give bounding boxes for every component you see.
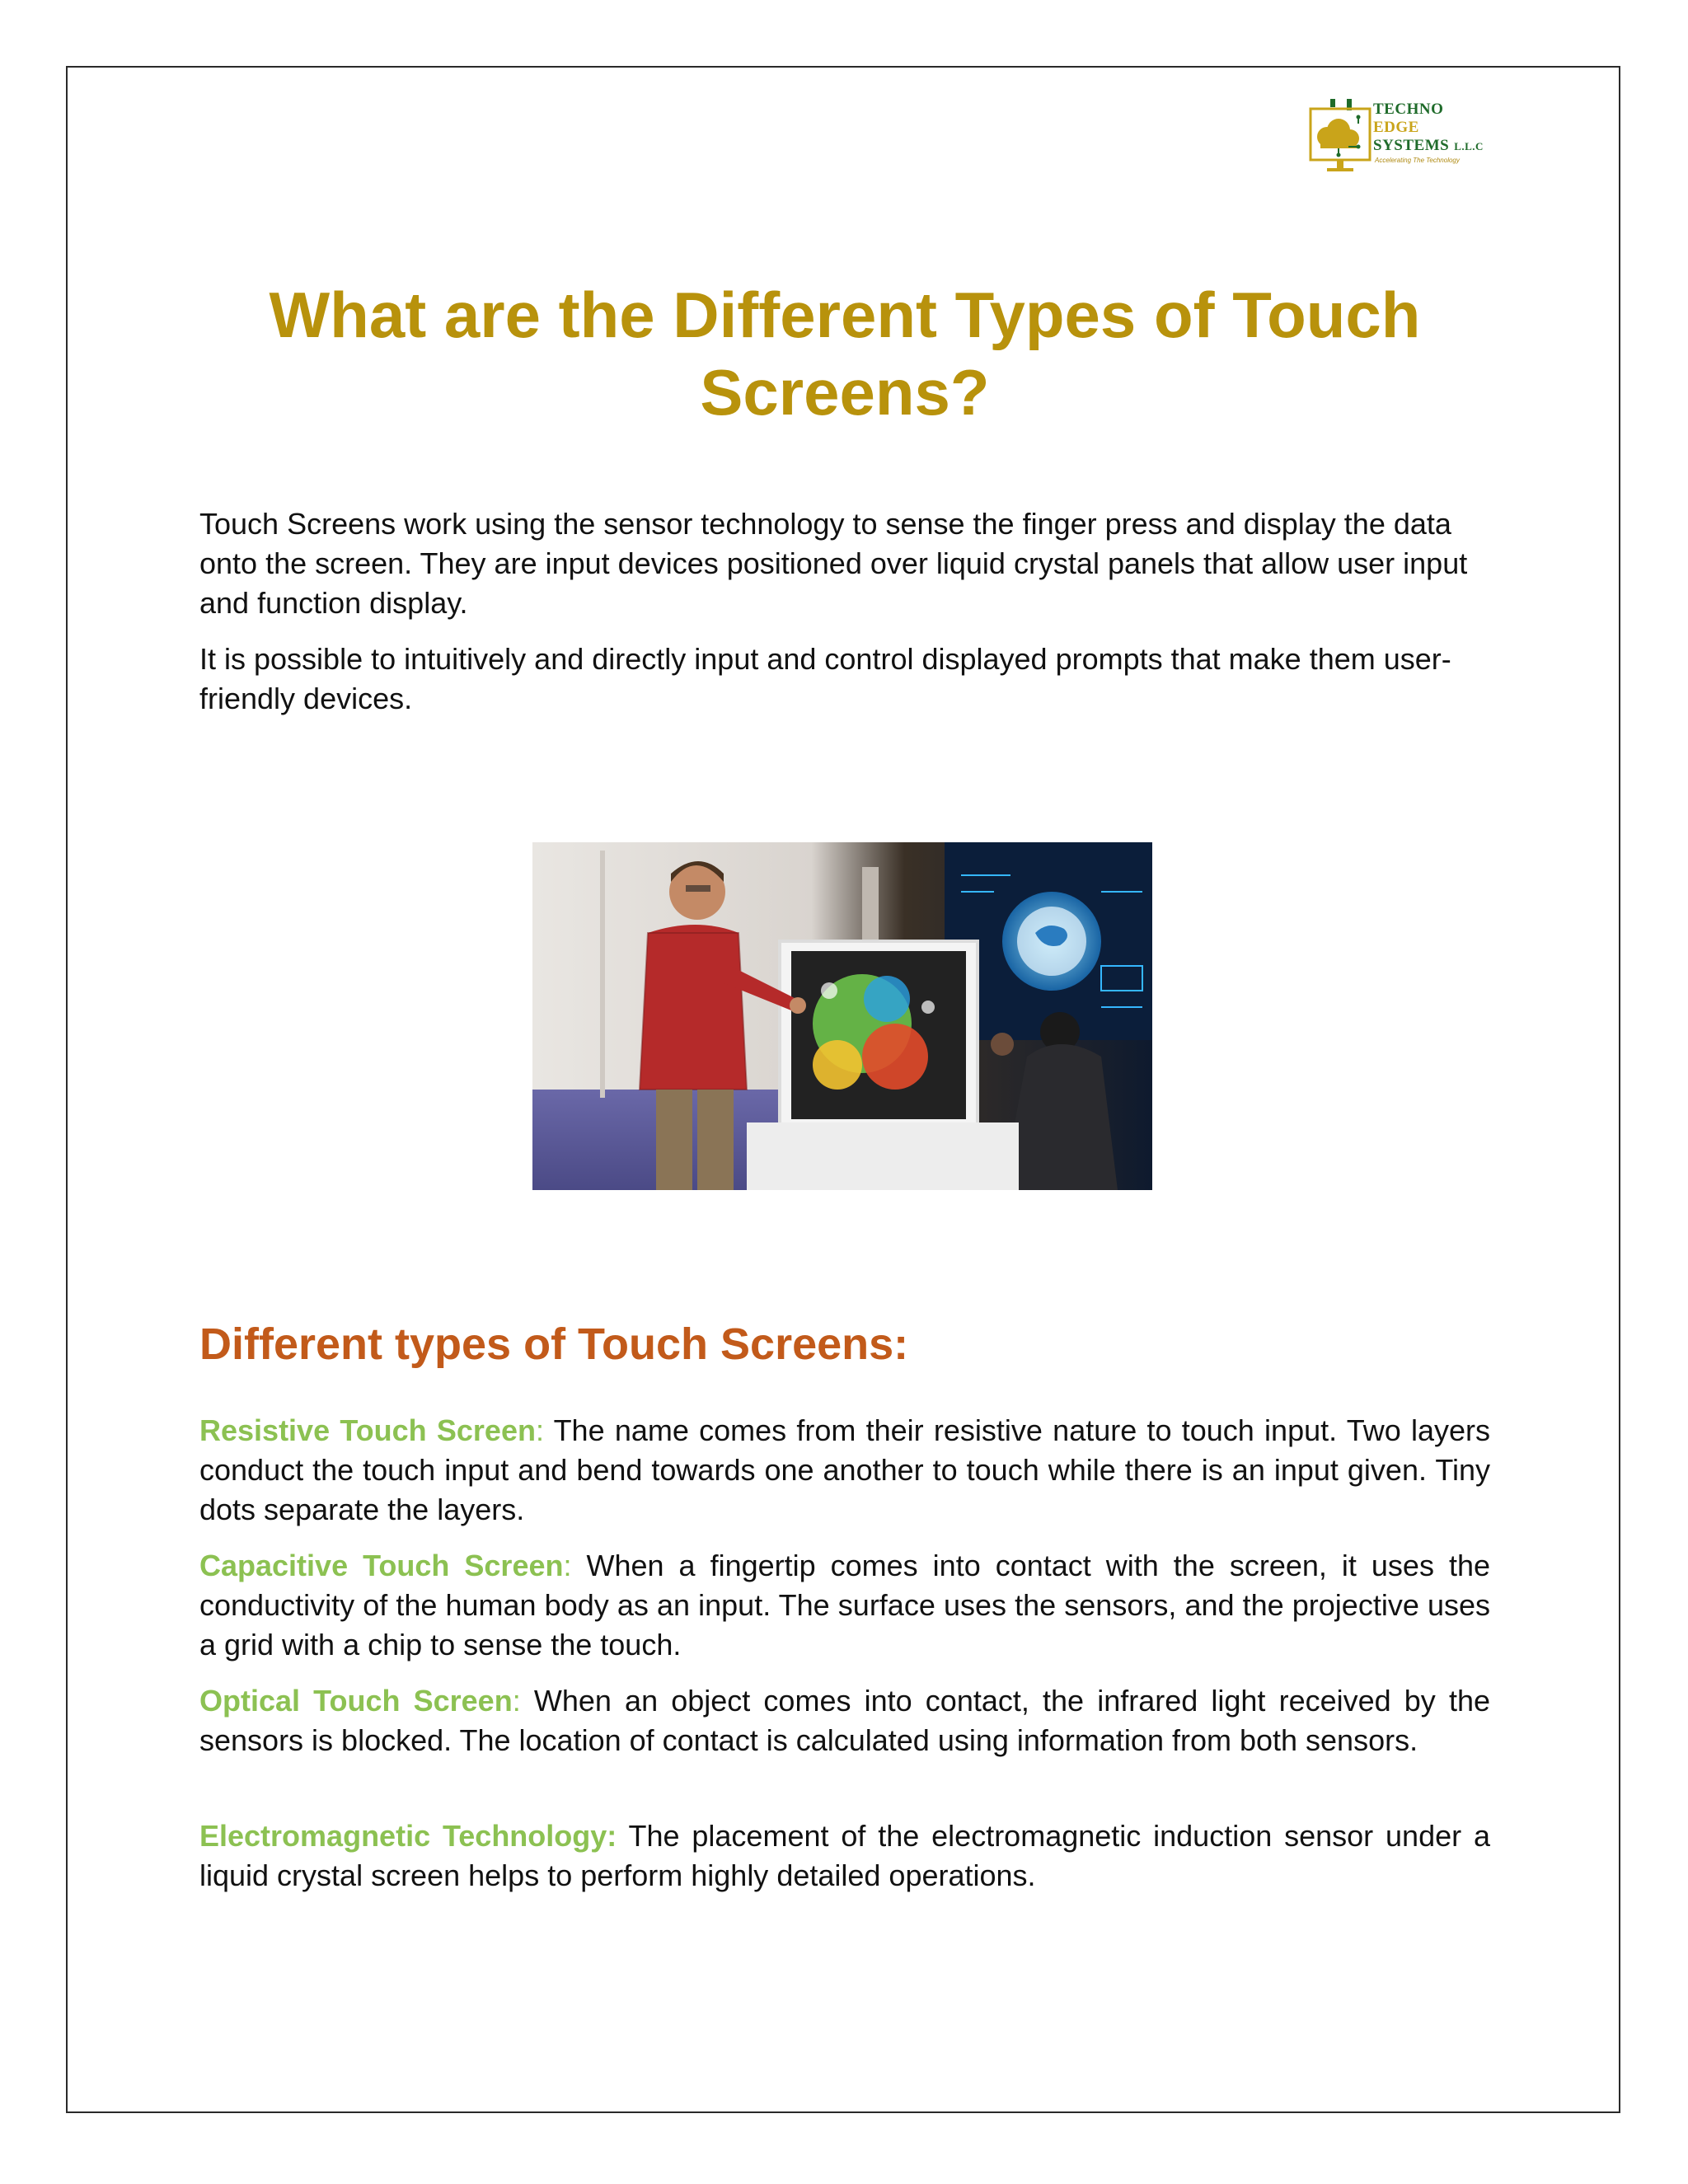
logo-llc: L.L.C: [1454, 140, 1484, 152]
term-resistive: Resistive Touch Screen: [199, 1413, 536, 1447]
term-separator: :: [512, 1684, 521, 1718]
company-logo[interactable]: [1309, 99, 1498, 177]
description-resistive: The name comes from their resistive nature to touch input. Two layers conduct the touch input and bend towards one another to touch while there is an input given. Tiny dots separate the layers.: [199, 1413, 1490, 1526]
monitor-cloud-icon: [1309, 99, 1375, 175]
touch-type-electromagnetic: [199, 1816, 1490, 1896]
term-electromagnetic: Electromagnetic Technology:: [199, 1819, 617, 1853]
logo-wordmark: [1373, 101, 1484, 156]
term-separator: :: [535, 1413, 544, 1447]
touch-type-optical: [199, 1681, 1490, 1760]
description-capacitive: When a fingertip comes into contact with the screen, it uses the conductivity of the human body as an input. The surface uses the sensors, and the projective uses a grid with a chip to sense the touch.: [199, 1549, 1490, 1661]
term-optical: Optical Touch Screen: [199, 1684, 513, 1718]
term-capacitive: Capacitive Touch Screen: [199, 1549, 564, 1582]
logo-line-edge: EDGE: [1373, 119, 1419, 136]
touch-screen-demo-photo: [532, 842, 1152, 1190]
section-heading: Different types of Touch Screens:: [199, 1319, 909, 1369]
intro-paragraph-1: Touch Screens work using the sensor technology to sense the finger press and display the data onto the screen. They are input devices positioned over liquid crystal panels that allow user input and function display.: [199, 507, 1468, 620]
term-separator: :: [563, 1549, 572, 1582]
logo-tagline: Accelerating The Technology: [1375, 157, 1460, 164]
description-electromagnetic: The placement of the electromagnetic induction sensor under a liquid crystal screen helps to perform highly detailed operations.: [199, 1819, 1490, 1892]
touch-type-resistive: [199, 1411, 1490, 1530]
logo-line-techno: TECHNO: [1373, 101, 1444, 118]
description-optical: When an object comes into contact, the infrared light received by the sensors is blocked. The location of contact is calculated using information from both sensors.: [199, 1684, 1490, 1757]
touch-type-capacitive: [199, 1546, 1490, 1665]
logo-line-systems: SYSTEMS: [1373, 137, 1450, 154]
page-title: What are the Different Types of Touch Screens?: [269, 279, 1421, 429]
intro-paragraph-2: It is possible to intuitively and directly input and control displayed prompts that make them user-friendly devices.: [199, 642, 1451, 715]
